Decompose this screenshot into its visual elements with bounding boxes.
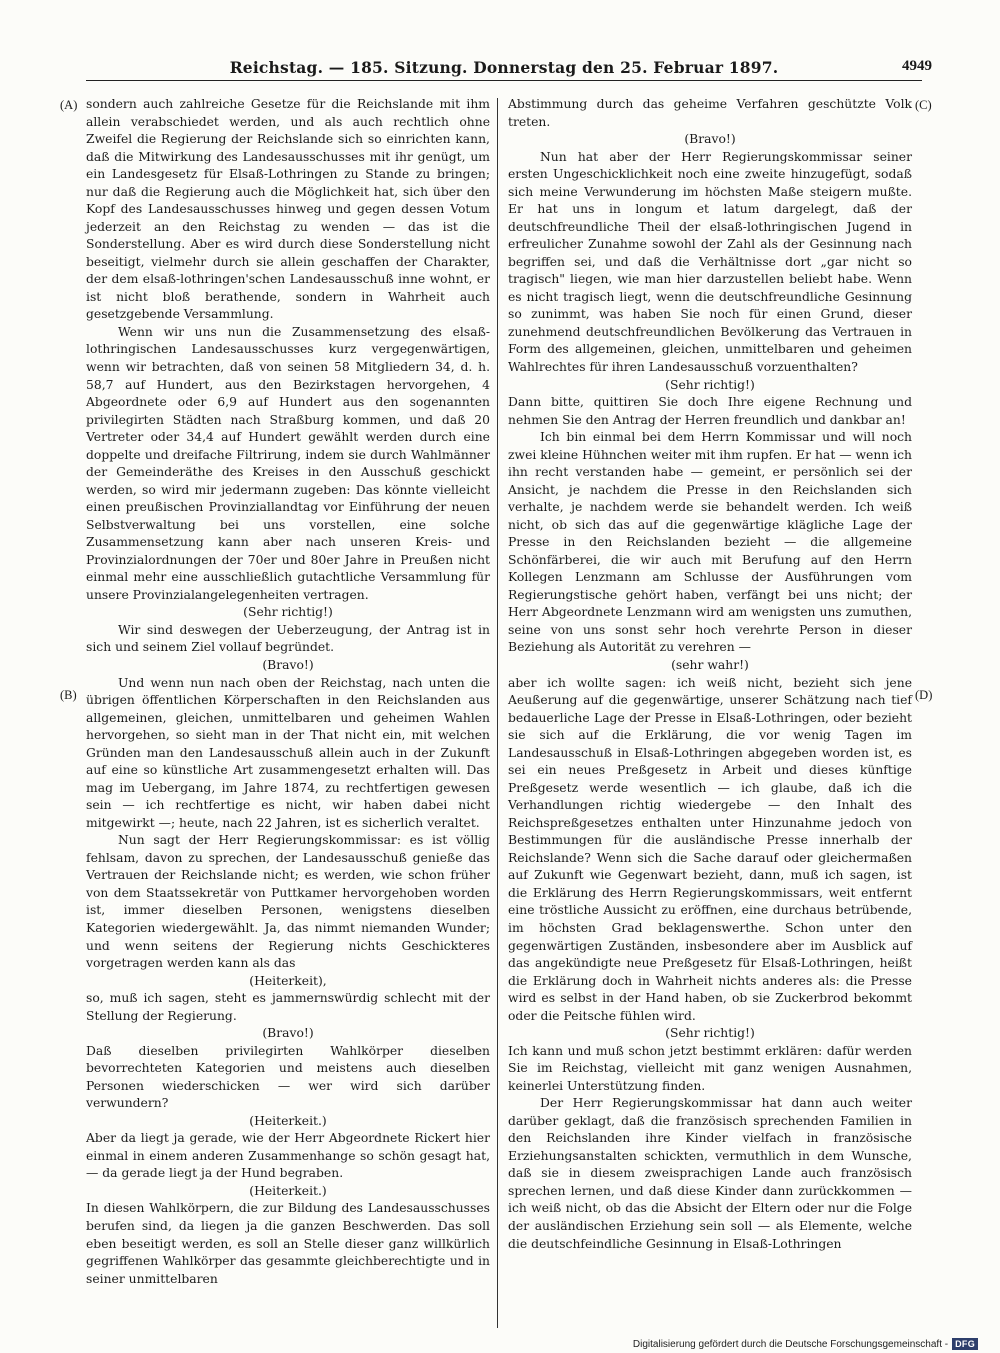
running-title: Reichstag. — 185. Sitzung. Donnerstag den 25. Februar 1897. [229, 58, 779, 77]
interjection: (Heiterkeit), [249, 973, 327, 988]
interjection: (Sehr richtig!) [665, 1026, 755, 1041]
paragraph: so, muß ich sagen, steht es jammernswürdig schlecht mit der Stellung der Regierung. [86, 991, 490, 1023]
left-column [86, 96, 490, 1288]
interjection: (Sehr richtig!) [243, 605, 333, 620]
paragraph: Dann bitte, quittiren Sie doch Ihre eigene Rechnung und nehmen Sie den Antrag der Herren freundlich und dankbar an! [508, 395, 912, 427]
paragraph: Abstimmung durch das geheime Verfahren geschützte Volk treten. [508, 97, 912, 129]
interjection: (sehr wahr!) [671, 658, 749, 672]
footer [633, 1338, 978, 1350]
interjection: (Sehr richtig!) [665, 377, 755, 392]
margin-marker-b: (B) [60, 688, 77, 702]
interjection: (Bravo!) [684, 132, 736, 147]
paragraph: Und wenn nun nach oben der Reichstag, nach unten die übrigen öffentlichen Körperschaften in den Reichslanden aus allgemeinen, gleichen, unmittelbaren und geheimen Wahlen hervorgehen, so sieht man in der That nicht ein, mit welchen Gründen man den Landesausschuß allein auch in der Zukunft auf eine so künstliche Art zusammengesetzt erhalten will. Das mag im Uebergang, im Jahre 1874, zu rechtfertigen gewesen sein — ich rechtfertige es nicht, wir haben dabei nicht mitgewirkt —; heute, nach 22 Jahren, ist es sicherlich veraltet. [86, 675, 490, 830]
interjection: (Heiterkeit.) [249, 1183, 327, 1198]
paragraph: sondern auch zahlreiche Gesetze für die Reichslande mit ihm allein verabschiedet werden, und als auch rechtlich ohne Zweifel die Regierung der Reichslande sich so einrichten kann, daß die Mitwirkung des Landesausschusses mit ihr genügt, um ein Landesgesetz für Elsaß-Lothringen zu Stande zu bringen; nur daß die Regierung auch die Möglichkeit hat, sich über den Kopf des Landesausschusses hinweg und gegen dessen Votum jederzeit an den Reichstag zu wenden — das ist die Sonderstellung. Aber es wird durch diese Sonderstellung nicht beseitigt, vielmehr durch sie allein geschaffen der Charakter, der dem elsaß-lothringen'schen Landesausschuß inne wohnt, er ist nicht bloß berathende, sondern in Wahrheit auch gesetzgebende Versammlung. [86, 97, 490, 322]
paragraph: Daß dieselben privilegirten Wahlkörper dieselben bevorrechteten Kategorien und meistens auch dieselben Personen wiederschicken — wer wird sich darüber verwundern? [86, 1043, 490, 1111]
right-column [508, 96, 912, 1253]
paragraph: aber ich wollte sagen: ich weiß nicht, bezieht sich jene Aeußerung auf die gegenwärtige, unserer Schätzung nach tief bedauerliche Lage der Presse in Elsaß-Lothringen, oder bezieht sie sich auf die Erklärung, die vor wenig Tagen im Landesausschuß in Elsaß-Lothringen abgegeben worden ist, es sei ein neues Preßgesetz in Arbeit und dieses künftige Preßgesetz werde wesentlich — ich glaube, daß ich die Verhandlungen richtig wiedergebe — den Inhalt des Reichspreßgesetzes enthalten unter Hinzunahme jedoch von Bestimmungen für die ausländische Presse innerhalb der Reichslande? Wenn sich die Sache darauf oder gleichermaßen auf Zukunft wie Gegenwart bezieht, dann, muß ich sagen, ist die Erklärung des Herrn Regierungskommissars, weit entfernt eine tröstliche Aussicht zu eröffnen, eine durchaus betrübende, im höchsten Grad beklagenswerthe. Schon unter den gegenwärtigen Zuständen, insbesondere aber im Ausblick auf das angekündigte neue Preßgesetz für Elsaß-Lothringen, heißt die Erklärung doch in Wahrheit nichts anderes als: die Presse wird es selbst in der Hand haben, ob sie Zuckerbrod bekommt oder die Peitsche fühlen wird. [508, 675, 912, 1023]
paragraph: In diesen Wahlkörpern, die zur Bildung des Landesausschusses berufen sind, da liegen ja die ganzen Beschwerden. Das soll eben beseitigt werden, es soll an Stelle dieser ganz willkürlich gegriffenen Wahlkörper das gesammte gleichberechtigte und in seiner unmittelbaren [86, 1201, 490, 1286]
paragraph: Ich kann und muß schon jetzt bestimmt erklären: dafür werden Sie im Reichstag, vielleicht mit ganz wenigen Ausnahmen, keinerlei Unterstützung finden. [508, 1043, 912, 1093]
paragraph: Nun hat aber der Herr Regierungskommissar seiner ersten Ungeschicklichkeit noch eine zweite hinzugefügt, sodaß sich meine Verwunderung im höchsten Maße steigern mußte. Er hat uns in longum et latum dargelegt, daß der deutschfreundliche Theil der elsaß-lothringischen Jugend in erfreulicher Zunahme sowohl der Zahl als der Gesinnung nach begriffen sei, und daß die Verhältnisse dort „gar nicht so tragisch" liegen, wie man hier darzustellen beliebt habe. Wenn es nicht tragisch liegt, wenn die deutschfreundliche Gesinnung so zunimmt, was haben Sie noch für einen Grund, dieser zunehmend deutschfreundlichen Bevölkerung das Vertrauen in Form des allgemeinen, gleichen, unmittelbaren und geheimen Wahlrechtes für ihren Landesausschuß vorzuenthalten? [508, 149, 912, 374]
paragraph: Der Herr Regierungskommissar hat dann auch weiter darüber geklagt, daß die französisch sprechenden Familien in den Reichslanden ihre Kinder vielfach in französische Erziehungsanstalten schickten, vermuthlich in dem Wunsche, daß sie in diesem zweisprachigen Lande auch französisch sprechen lernen, und daß diese Kinder dann zurückkommen — ich weiß nicht, ob das die Absicht der Eltern oder nur die Folge der ausländischen Erziehung sein soll — als Elemente, welche die deutschfeindliche Gesinnung in Elsaß-Lothringen [508, 1096, 912, 1251]
interjection: (Bravo!) [262, 1026, 314, 1041]
page-header [86, 56, 932, 81]
margin-marker-c: (C) [915, 98, 932, 112]
paragraph: Wenn wir uns nun die Zusammensetzung des elsaß-lothringischen Landesausschusses kurz vergegenwärtigen, wenn wir betrachten, daß von seinen 58 Mitgliedern 34, d. h. 58,7 auf Hundert, aus den Bezirkstagen hervorgehen, 4 Abgeordnete oder 6,9 auf Hundert aus den sogenannten privilegirten Städten nach Straßburg kommen, und daß 20 Vertreter oder 34,4 auf Hundert gewählt werden durch eine doppelte und dreifache Filtrirung, indem sie durch Wahlmänner der Gemeinderäthe des Kreises in den Ausschuß geschickt werden, so wird mir jedermann zugeben: Das könnte vielleicht einen preußischen Provinziallandtag vor Einführung der neuen Selbstverwaltung bei uns vorstellen, eine solche Zusammensetzung kann aber nach unseren Kreis- und Provinzialordnungen der 70er und 80er Jahre in Preußen nicht einmal mehr eine ausschließlich gutachtliche Versammlung für unsere Provinzialangelegenheiten vertragen. [86, 324, 490, 602]
paragraph: Nun sagt der Herr Regierungskommissar: es ist völlig fehlsam, davon zu sprechen, der Landesausschuß genieße das Vertrauen der Reichslande nicht; es werden, wie schon früher von dem Staatssekretär von Puttkamer hervorgehoben worden ist, immer dieselben Personen, wenigstens dieselben Kategorien wiedergewählt. Ja, das nimmt niemanden Wunder; und wenn seitens der Regierung nichts Geschickteres vorgetragen werden kann als das [86, 833, 490, 971]
margin-marker-a: (A) [60, 98, 78, 112]
paragraph: Ich bin einmal bei dem Herrn Kommissar und will noch zwei kleine Hühnchen weiter mit ihm rupfen. Er hat — wenn ich ihn recht verstanden habe — gemeint, er persönlich sei der Ansicht, je nachdem die Presse in den Reichslanden sich verhalte, je nachdem werde sie behandelt werden. Ich weiß nicht, ob sich das auf die gegenwärtige klägliche Lage der Presse in den Reichslanden bezieht — die allgemeine Schönfärberei, die wir auch mit Berufung auf den Herrn Kollegen Lenzmann am Schlusse der Ausführungen vom Regierungstische gehört haben, verfängt bei uns nicht; der Herr Abgeordnete Lenzmann wird am wenigsten uns zumuthen, seine von uns sonst sehr hoch verehrte Person in dieser Beziehung als Autorität zu verehren — [508, 430, 912, 655]
column-divider [497, 98, 498, 1328]
page-number: 4949 [902, 58, 932, 74]
interjection: (Bravo!) [262, 658, 314, 672]
dfg-logo: DFG [952, 1338, 978, 1350]
footer-credit: Digitalisierung gefördert durch die Deutsche Forschungsgemeinschaft - [632, 1338, 949, 1350]
interjection: (Heiterkeit.) [249, 1113, 327, 1128]
paragraph: Aber da liegt ja gerade, wie der Herr Abgeordnete Rickert hier einmal in einem anderen Zusammenhange so schön gesagt hat, — da gerade liegt ja der Hund begraben. [86, 1131, 490, 1181]
margin-marker-d: (D) [915, 688, 933, 702]
paragraph: Wir sind deswegen der Ueberzeugung, der Antrag ist in sich und seinem Ziel vollauf begründet. [86, 622, 490, 655]
